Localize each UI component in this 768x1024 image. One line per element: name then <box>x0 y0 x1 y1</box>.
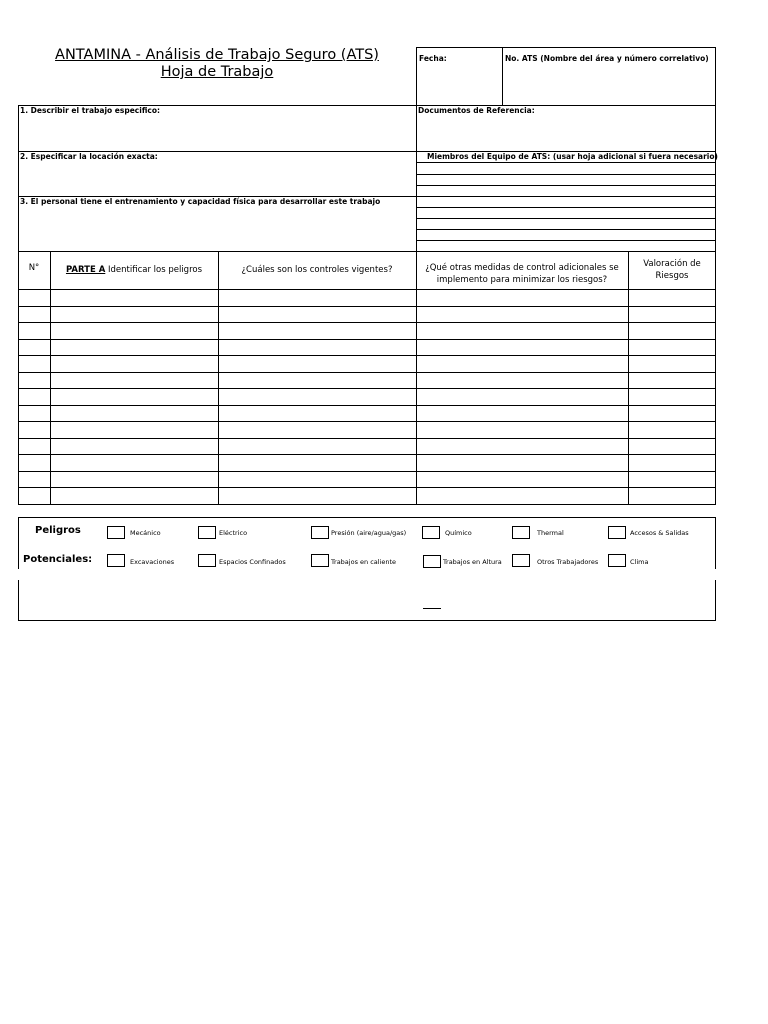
checkbox-electrico[interactable] <box>198 526 216 539</box>
col-header-number: N° <box>28 263 40 273</box>
label-accesos: Accesos & Salidas <box>630 529 689 537</box>
table-grid <box>18 251 716 505</box>
checkbox-presion[interactable] <box>311 526 329 539</box>
checkbox-trabajos-caliente[interactable] <box>311 554 329 567</box>
checkbox-quimico[interactable] <box>422 526 440 539</box>
checkbox-accesos[interactable] <box>608 526 626 539</box>
hazards-box <box>18 517 716 621</box>
member-line <box>417 218 715 219</box>
member-line <box>417 207 715 208</box>
members-field[interactable] <box>416 151 716 252</box>
checkbox-excavaciones[interactable] <box>107 554 125 567</box>
form-subtitle: Hoja de Trabajo <box>160 64 274 80</box>
member-line <box>417 174 715 175</box>
member-line <box>417 240 715 241</box>
checkbox-thermal[interactable] <box>512 526 530 539</box>
col-header-part-a <box>50 264 218 276</box>
documents-field[interactable] <box>416 105 716 152</box>
section-1-field[interactable] <box>18 105 417 152</box>
form-title: ANTAMINA - Análisis de Trabajo Seguro (ATS) <box>55 47 379 63</box>
fecha-label: Fecha: <box>419 54 447 63</box>
section-2-field[interactable] <box>18 151 417 197</box>
label-trabajos-caliente: Trabajos en caliente <box>331 558 397 566</box>
fecha-field[interactable] <box>416 47 503 106</box>
col-header-additional: ¿Qué otras medidas de control adicionales se implemento para minimizar los riesgos? <box>425 263 619 285</box>
section-2-label: 2. Especificar la locación exacta: <box>20 152 158 161</box>
label-trabajos-altura: Trabajos en Altura <box>443 558 502 566</box>
section-1-label: 1. Describir el trabajo especifico: <box>20 106 160 115</box>
section-3-label: 3. El personal tiene el entrenamiento y capacidad física para desarrollar este trabajo <box>20 197 381 206</box>
col-header-controls: ¿Cuáles son los controles vigentes? <box>241 265 393 275</box>
hazards-title-2: Potenciales: <box>23 554 93 565</box>
label-mecanico: Mecánico <box>130 529 161 537</box>
part-a-prefix: PARTE A <box>65 265 106 275</box>
member-line <box>417 185 715 186</box>
members-label: Miembros del Equipo de ATS: (usar hoja adicional si fuera necesario) <box>427 152 718 161</box>
member-line <box>417 229 715 230</box>
label-thermal: Thermal <box>537 529 564 537</box>
checkbox-trabajos-altura[interactable] <box>423 555 441 568</box>
member-line <box>417 162 715 163</box>
checkbox-espacios[interactable] <box>198 554 216 567</box>
no-ats-field[interactable] <box>502 47 716 106</box>
hazards-title-1: Peligros <box>35 525 81 536</box>
documents-label: Documentos de Referencia: <box>418 106 535 115</box>
label-quimico: Químico <box>445 529 472 537</box>
label-espacios: Espacios Confinados <box>219 558 286 566</box>
label-presion: Presión (aire/agua/gas) <box>331 529 407 537</box>
checkbox-mecanico[interactable] <box>107 526 125 539</box>
member-line <box>417 196 715 197</box>
label-electrico: Eléctrico <box>219 529 248 537</box>
label-otros: Otros Trabajadores <box>537 558 599 566</box>
checkbox-otros[interactable] <box>512 554 530 567</box>
label-clima: Clima <box>630 558 649 566</box>
label-excavaciones: Excavaciones <box>130 558 175 566</box>
section-3-field[interactable] <box>18 196 417 252</box>
checkbox-clima[interactable] <box>608 554 626 567</box>
no-ats-label: No. ATS (Nombre del área y número correlativo) <box>505 54 709 63</box>
title-block <box>18 47 416 105</box>
col-header-valuation: Valoración de Riesgos <box>643 259 701 281</box>
part-a-text: Identificar los peligros <box>105 265 203 275</box>
hazard-table <box>18 251 716 505</box>
